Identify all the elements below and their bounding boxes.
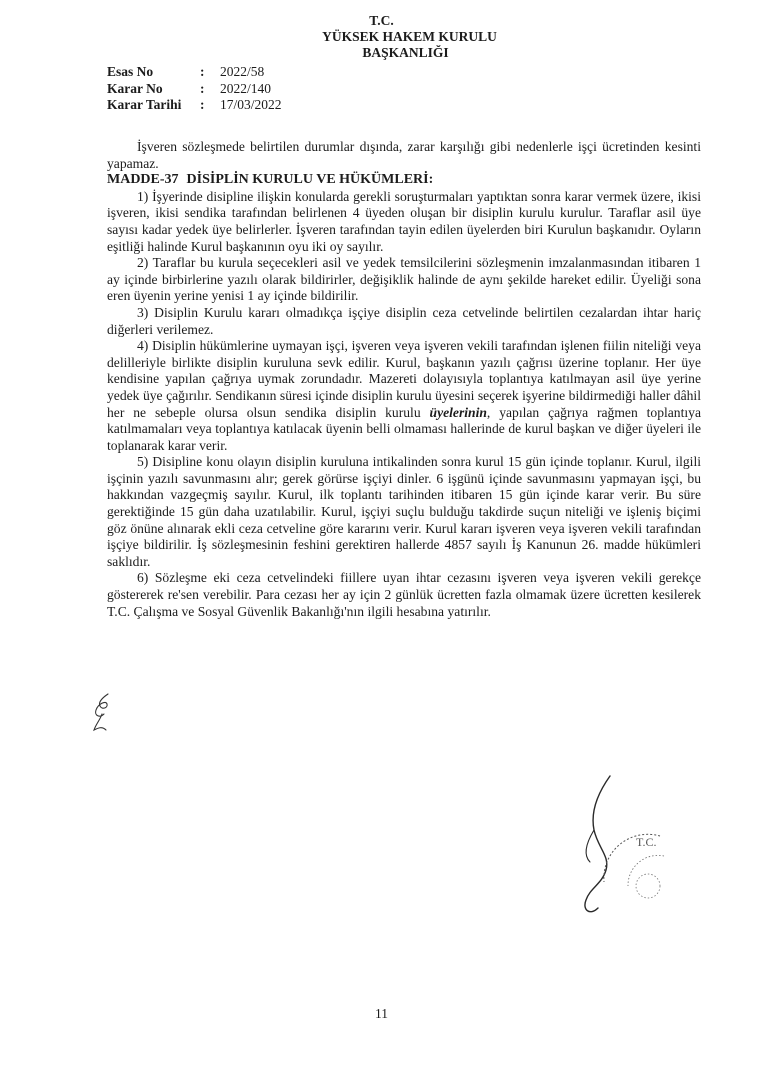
document-body <box>107 139 701 620</box>
esas-value: 2022/58 <box>220 64 265 79</box>
article-paragraph-2: 2) Taraflar bu kurula seçecekleri asil ve yedek temsilcilerini sözleşmenin imzalanmasından itibaren 1 ay içinde birbirlerine yazılı olarak bildirirler, değişiklik halinde de aynı şekilde hareket edilir. Üyeliği sona eren üyenin yerine yenisi 1 ay içinde bildirilir. <box>107 255 701 304</box>
article-paragraph-5: 5) Disipline konu olayın disiplin kuruluna intikalinden sonra kurul 15 gün içinde toplanır. Kurul, ilgili işçinin yazılı savunmasını alır; gerek görürse işçiyi dinler. 6 işgünü içinde savunmasını yapmayan işçi, bu hakkından vazgeçmiş sayılır. Kurul, ilk toplantı tarihinden itibaren 15 gün içinde karar verir. Bu süre gerektiğinde 15 gün daha uzatılabilir. Kurul, işçiyi suçlu bulduğu takdirde suçun niteliği ve işleniş biçimi göz önüne alınarak ekli ceza cetveline göre kararını verir. Kurul kararı işveren veya işveren vekili tarafından işçiye bildirilir. İş sözleşmesinin feshini gerektiren hallerde 4857 sayılı İş Kanunun 26. madde hükümleri saklıdır. <box>107 454 701 569</box>
header-line-tc: T.C. <box>369 13 394 28</box>
page-number: 11 <box>375 1006 388 1021</box>
paragraph-4-text-start: 4) Disiplin hükümlerine uymayan işçi, işveren veya işveren vekili tarafından işlenen fiilin niteliği veya delilleriyle birlikte disiplin kuruluna sevk edilir. Kurul, başkanın yazılı çağrısı üzerine toplanır. Her üye kendisine yapılan çağrıya uymak zorundadır. Mazereti dolayısıyla toplantıya katılmayan asil üye yerine yedek üye çağırılır. Sendikanın süresi içinde disiplin kurulu üyesini seçerek işyerine bildirmediği haller dâhil her ne sebeple olursa olsun sendika disiplin kurulu <box>107 338 701 420</box>
margin-initial-signature <box>88 690 118 738</box>
tarih-row <box>107 97 282 114</box>
article-paragraph-3: 3) Disiplin Kurulu kararı olmadıkça işçiye disiplin ceza cetvelinde belirtilen cezalardan ihtar hariç diğerleri verilemez. <box>107 304 701 337</box>
paragraph-4-emphasis: üyelerinin <box>429 404 487 420</box>
article-paragraph-6: 6) Sözleşme eki ceza cetvelindeki fiillere uyan ihtar cezasını işveren veya işveren vekili gerekçe göstererek re'sen verebilir. Para cezası her ay için 2 günlük ücretten fazla olmamak üzere ücretten kesilerek T.C. Çalışma ve Sosyal Güvenlik Bakanlığı'nın ilgili hesabına yatırılır. <box>107 570 701 619</box>
paragraph-4-text-end: , yapılan çağrıya rağmen toplantıya katılmamaları veya toplantıya katılacak üyenin belli olmaması hallerinde de kurul başkan ve diğer üyeleri ile toplanarak karar verir. <box>107 404 701 453</box>
karar-label: Karar No <box>107 80 163 96</box>
stamp-text: T.C. <box>636 835 657 849</box>
handwritten-signature <box>560 770 640 920</box>
karar-value: 2022/140 <box>220 80 272 96</box>
page-header <box>0 13 763 61</box>
karar-row <box>107 81 282 98</box>
esas-row <box>107 64 282 81</box>
karar-colon: : <box>200 80 205 96</box>
tarih-label: Karar Tarihi <box>107 97 182 112</box>
official-stamp <box>598 828 668 928</box>
article-number: MADDE-37 <box>107 172 179 188</box>
article-paragraph-1: 1) İşyerinde disipline ilişkin konularda gerekli soruşturmaları yaptıktan sonra karar vermek üzere, ikisi işveren, ikisi sendika tarafından belirlenen 4 üyeden oluşan bir disiplin kurulu kurulur. Taraflar asil üye sayısı kadar yedek üye belirlerler. İşveren tarafından tayin edilen üyelerden biri Kurulun başkanıdır. Oyların eşitliği halinde Kurul başkanının oyu iki oy sayılır. <box>107 188 701 254</box>
article-title: DİSİPLİN KURULU VE HÜKÜMLERİ: <box>186 172 434 188</box>
header-line-presidency: BAŞKANLIĞI <box>362 45 449 60</box>
article-paragraph-4 <box>107 338 701 454</box>
esas-label: Esas No <box>107 64 154 79</box>
case-info-block <box>107 64 282 114</box>
esas-colon: : <box>200 64 205 79</box>
intro-paragraph: İşveren sözleşmede belirtilen durumlar dışında, zarar karşılığı gibi nedenlerle işçi ücretinden kesinti yapamaz. <box>107 139 701 171</box>
tarih-colon: : <box>200 97 205 112</box>
header-line-institution: YÜKSEK HAKEM KURULU <box>322 29 497 44</box>
article-heading <box>107 172 701 189</box>
tarih-value: 17/03/2022 <box>220 97 282 112</box>
